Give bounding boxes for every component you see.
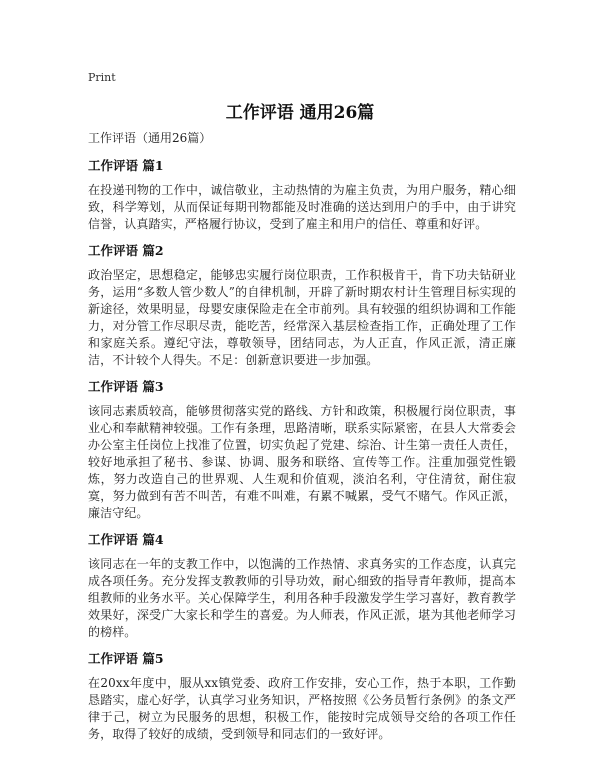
page-title: 工作评语 通用26篇 [225, 103, 375, 123]
section-heading: 工作评语 篇1 [88, 158, 164, 173]
section-4 [88, 532, 516, 641]
section-heading: 工作评语 篇5 [88, 651, 164, 666]
section-body: 该同志在一年的支教工作中，以饱满的工作热情、求真务实的工作态度，认真完成各项任务。充分发挥支教教师的引导功效，耐心细致的指导青年教师，提高本组教师的业务水平。关心保障学生，利用各种手段激发学生学习喜好，教育教学效果好，深受广大家长和学生的喜爱。为人师表，作风正派，堪为其他老师学习的榜样。 [88, 557, 516, 639]
section-3 [88, 379, 516, 522]
section-body: 在20xx年度中，服从xx镇党委、政府工作安排，安心工作，热于本职，工作勤恳踏实，虚心好学，认真学习业务知识，严格按照《公务员暂行条例》的条文严律于己，树立为民服务的思想，积极工作，能按时完成领导交给的各项工作任务，取得了较好的成绩，受到领导和同志们的一致好评。 [88, 676, 516, 741]
print-link[interactable]: Print [88, 71, 116, 84]
section-body: 政治坚定，思想稳定，能够忠实履行岗位职责，工作积极肯干，肯下功夫钻研业务，运用“多数人管少数人”的自律机制，开辟了新时期农村计生管理目标实现的新途径，效果明显，母婴安康保险走在全市前列。具有较强的组织协调和工作能力，对分管工作尽职尽责，能吃苦，经常深入基层检查指工作，正确处理了工作和家庭关系。遵纪守法，尊敬领导，团结同志，为人正直，作风正派，清正廉洁，不计较个人得失。不足：创新意识要进一步加强。 [88, 268, 516, 367]
section-1 [88, 158, 516, 233]
section-5 [88, 651, 516, 743]
section-body: 在投递刊物的工作中，诚信敬业，主动热情的为雇主负责，为用户服务，精心细致，科学筹划，从而保证每期刊物都能及时准确的送达到用户的手中，由于讲究信誉，认真踏实，严格履行协议，受到了雇主和用户的信任、尊重和好评。 [88, 183, 516, 231]
section-2 [88, 243, 516, 369]
section-body: 该同志素质较高，能够贯彻落实党的路线、方针和政策，积极履行岗位职责，事业心和奉献精神较强。工作有条理，思路清晰，联系实际紧密，在县人大常委会办公室主任岗位上找准了位置，切实负起了党建、综治、计生第一责任人责任，较好地承担了秘书、参谋、协调、服务和联络、宣传等工作。注重加强党性锻炼，努力改造自己的世界观、人生观和价值观，淡泊名利，守住清贫，耐住寂寞，努力做到有苦不叫苦，有难不叫难，有累不喊累，受气不赌气。作风正派，廉洁守纪。 [88, 404, 516, 520]
section-heading: 工作评语 篇4 [88, 532, 164, 547]
section-heading: 工作评语 篇3 [88, 379, 164, 394]
document-subtitle: 工作评语（通用26篇） [88, 131, 212, 145]
document-content [88, 130, 516, 753]
section-heading: 工作评语 篇2 [88, 243, 164, 258]
